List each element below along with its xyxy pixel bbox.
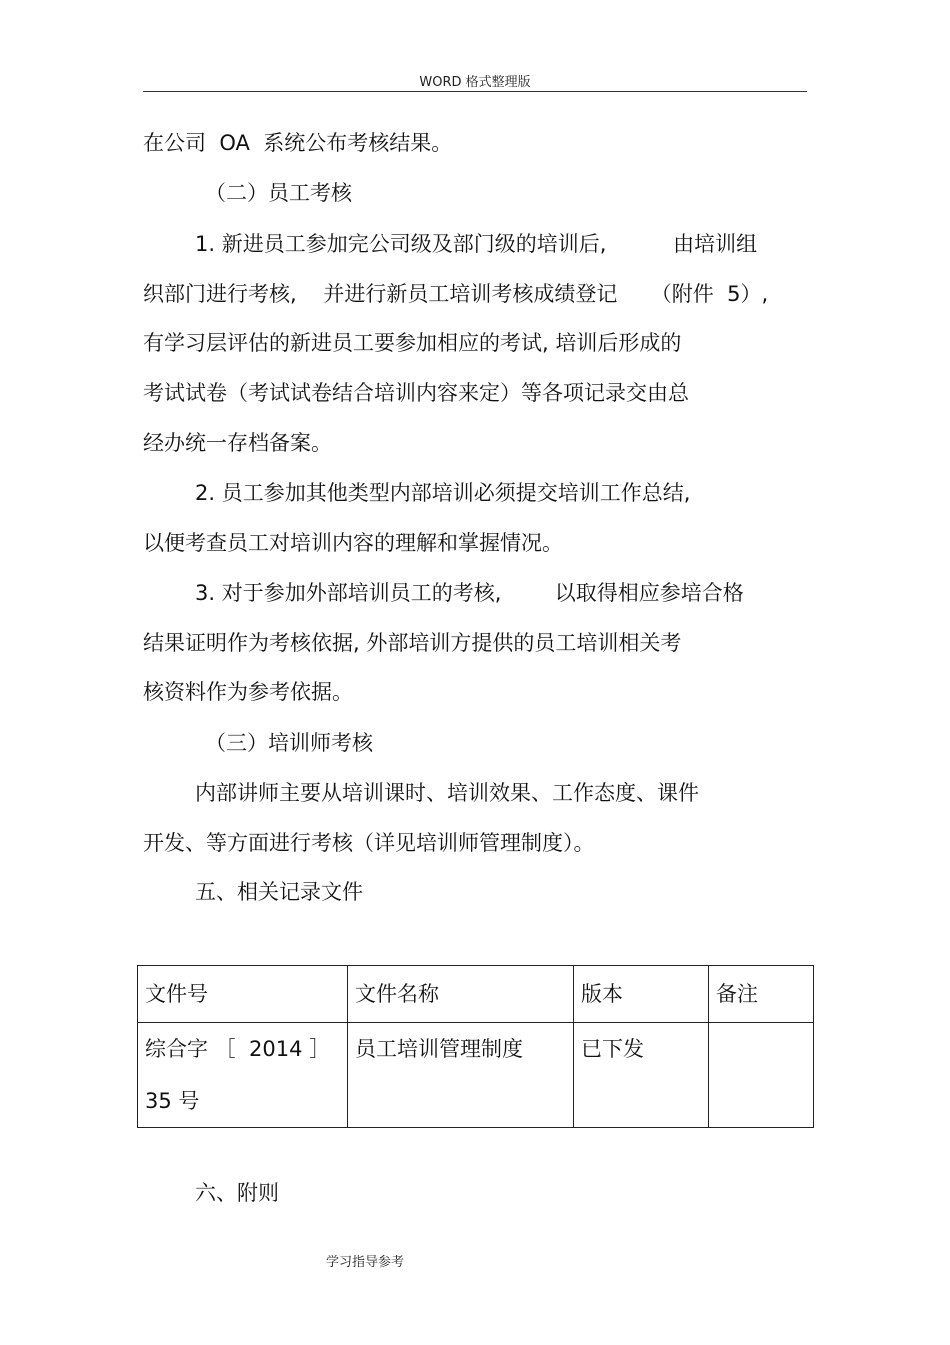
section-heading: 五、相关记录文件 — [195, 880, 363, 904]
table-cell-file-no — [138, 1023, 348, 1128]
paragraph-line: 经办统一存档备案。 — [143, 431, 332, 455]
paragraph-line: 1. 新进员工参加完公司级及部门级的培训后, 由培训组 — [195, 232, 758, 256]
table-header-cell: 文件号 — [138, 966, 348, 1023]
section-heading: （三）培训师考核 — [205, 731, 373, 755]
file-no-line: 综合字 ［ 2014 ］ — [145, 1037, 331, 1061]
paragraph-line: 在公司 OA 系统公布考核结果。 — [143, 131, 453, 155]
paragraph-line: 考试试卷（考试试卷结合培训内容来定）等各项记录交由总 — [143, 381, 689, 405]
table-header-cell: 备注 — [709, 966, 814, 1023]
paragraph-line: 2. 员工参加其他类型内部培训必须提交培训工作总结, — [195, 481, 691, 505]
table-header-row — [138, 966, 814, 1023]
table-row — [138, 1023, 814, 1128]
table-cell-note — [709, 1023, 814, 1128]
paragraph-line: 开发、等方面进行考核（详见培训师管理制度）。 — [143, 831, 595, 855]
header-rule — [143, 91, 807, 92]
paragraph-line: 内部讲师主要从培训课时、培训效果、工作态度、课件 — [195, 781, 699, 805]
table-header-cell: 版本 — [574, 966, 709, 1023]
paragraph-line: 以便考查员工对培训内容的理解和掌握情况。 — [143, 531, 563, 555]
file-no-line: 35 号 — [145, 1089, 200, 1113]
table-cell-file-name: 员工培训管理制度 — [348, 1023, 574, 1128]
records-table — [137, 965, 814, 1128]
header-title: WORD 格式整理版 — [419, 75, 531, 90]
paragraph-line: 核资料作为参考依据。 — [143, 680, 353, 704]
table-cell-version: 已下发 — [574, 1023, 709, 1128]
section-heading: （二）员工考核 — [205, 181, 352, 205]
table-header-cell: 文件名称 — [348, 966, 574, 1023]
paragraph-line: 结果证明作为考核依据, 外部培训方提供的员工培训相关考 — [143, 631, 682, 655]
paragraph-line: 有学习层评估的新进员工要参加相应的考试, 培训后形成的 — [143, 331, 682, 355]
page-footer: 学习指导参考 — [326, 1255, 405, 1270]
paragraph-line: 织部门进行考核, 并进行新员工培训考核成绩登记 （附件 5）, — [143, 282, 769, 306]
section-heading: 六、附则 — [195, 1181, 279, 1205]
paragraph-line: 3. 对于参加外部培训员工的考核, 以取得相应参培合格 — [195, 581, 744, 605]
